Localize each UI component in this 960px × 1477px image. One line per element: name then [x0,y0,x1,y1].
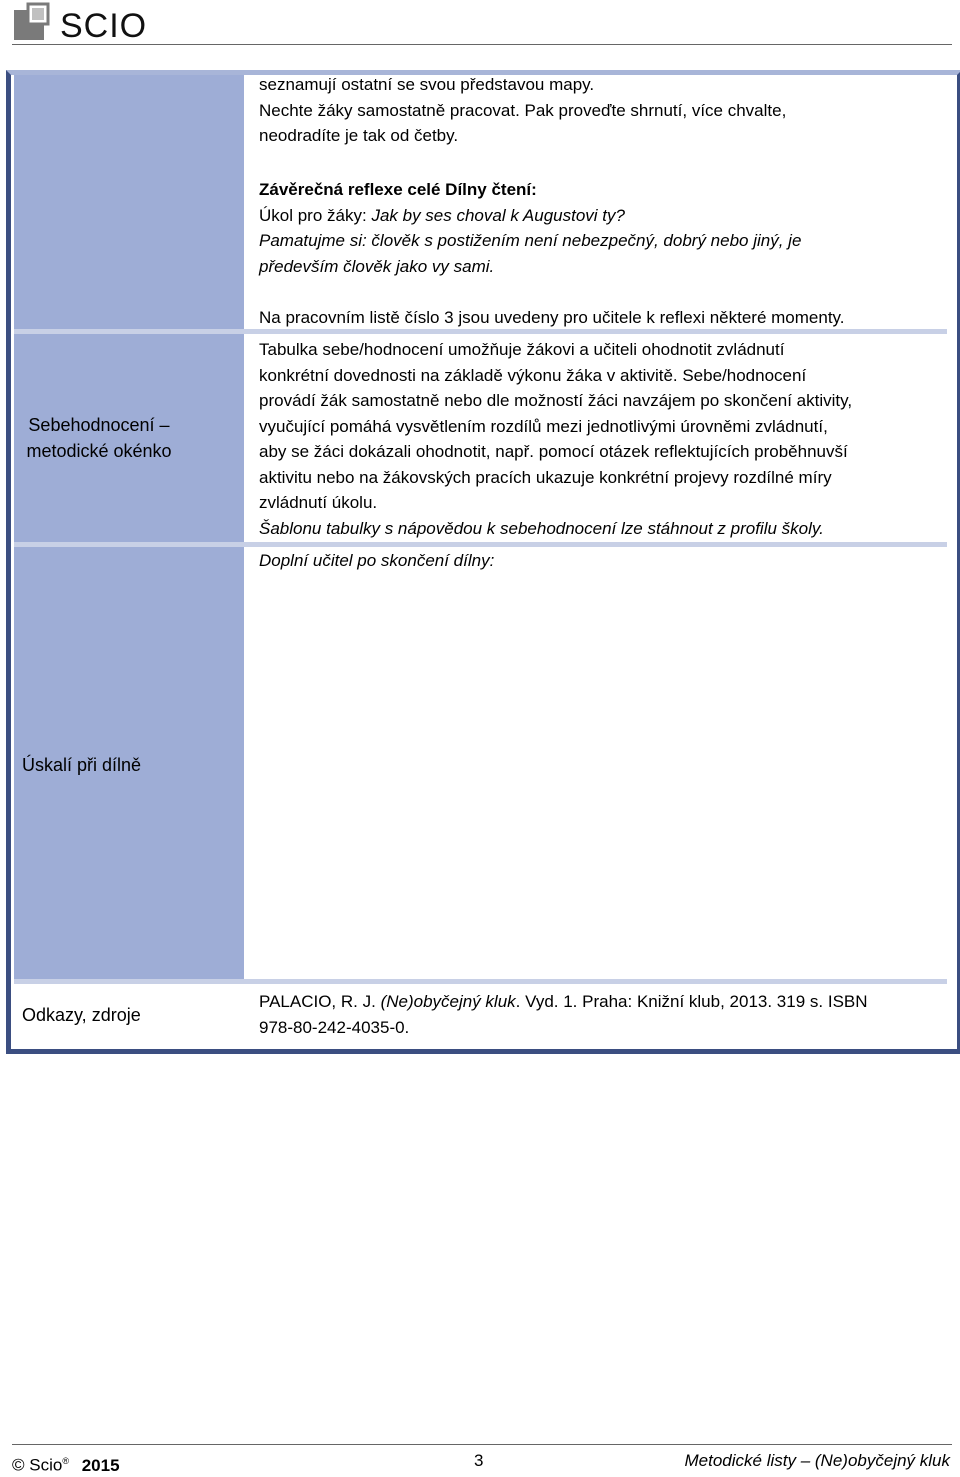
row2-line: provádí žák samostatně nebo dle možností žáci navzájem po skončení aktivity, [259,391,853,410]
footer-left [12,1450,120,1477]
worksheet-note: Na pracovním listě číslo 3 jsou uvedeny pro učitele k reflexi některé momenty. [259,308,845,327]
row-separator [14,329,947,334]
template-note: Šablonu tabulky s nápovědou k sebehodnocení lze stáhnout z profilu školy. [259,518,824,538]
scio-logo-icon [12,2,52,42]
row2-line: zvládnutí úkolu. [259,493,378,512]
reference-line [259,989,949,1015]
footer-year: 2015 [81,1455,120,1475]
task-prefix: Úkol pro žáky: [259,205,372,225]
row2-label [14,412,184,464]
footer-reg: ® [62,1456,69,1466]
fill-in-note: Doplní učitel po skončení dílny: [259,551,495,570]
row2-line: konkrétní dovednosti na základě výkonu žáka v aktivitě. Sebe/hodnocení [259,365,807,385]
row4-label: Odkazy, zdroje [22,1005,141,1025]
reflex-title: Závěrečná reflexe celé Dílny čtení: [259,180,537,199]
row1-label-cell [14,75,244,542]
row1-line: Nechte žáky samostatně pracovat. Pak proveďte shrnutí, více chvalte, [259,100,787,120]
reference [259,989,949,1040]
row1-line: neodradíte je tak od četby. [259,126,459,145]
remember-line: Pamatujme si: člověk s postižením není nebezpečný, dobrý nebo jiný, je [259,231,802,250]
header-rule [12,44,952,45]
task-question: Jak by ses choval k Augustovi ty? [371,205,625,225]
row2-line: aby se žáci dokázali ohodnotit, např. pomocí otázek reflektujících proběhnuvší [259,442,848,461]
row1-paragraph [259,72,949,149]
footer-doc-title: Metodické listy – (Ne)obyčejný kluk [684,1451,950,1470]
remember-line: především člověk jako vy sami. [259,256,495,276]
ref-author: PALACIO, R. J. [259,992,381,1011]
scio-logo [12,2,157,44]
footer-page: 3 [474,1451,484,1470]
row2-line: aktivitu nebo na žákovských pracích ukazuje konkrétní projevy rozdílné míry [259,467,832,487]
row2-label-line: metodické okénko [26,441,172,461]
row-separator [14,979,947,984]
row2-line: Tabulka sebe/hodnocení umožňuje žákovi a učiteli ohodnotit zvládnutí [259,340,785,359]
row2-text [259,337,949,541]
footer-copyright: © Scio [12,1455,63,1475]
row2-label-line: Sebehodnocení – [28,415,170,435]
footer-rule [12,1444,952,1445]
task-line [259,203,949,229]
logo-text: SCIO [60,7,148,45]
ref-rest: . Vyd. 1. Praha: Knižní klub, 2013. 319 s. ISBN [515,992,868,1011]
ref-title: (Ne)obyčejný kluk [380,992,516,1011]
row2-line: vyučující pomáhá vysvětlením rozdílů mezi jednotlivými úrovněmi zvládnutí, [259,416,828,436]
row1-line: seznamují ostatní se svou představou mapy. [259,75,595,94]
reflex-block [259,177,949,279]
row3-label: Úskalí při dílně [22,755,142,775]
ref-isbn: 978-80-242-4035-0. [259,1017,410,1037]
